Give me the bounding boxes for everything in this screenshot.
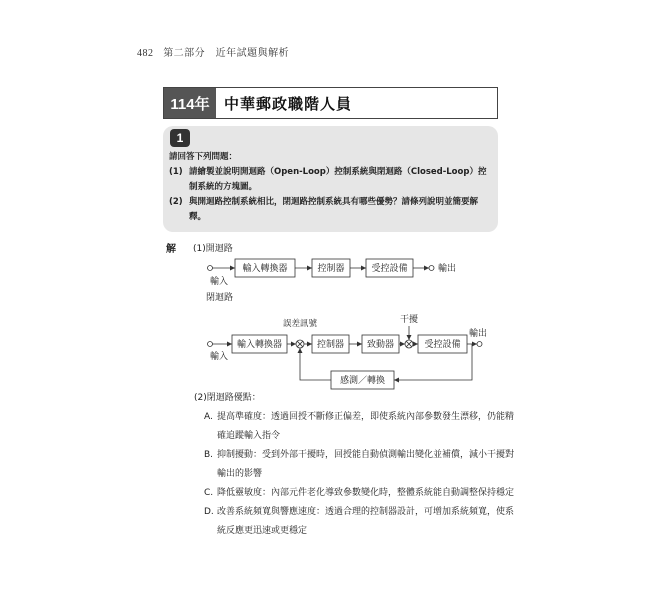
feedback-block-label: 感測／轉換 bbox=[339, 376, 386, 386]
advantages-section bbox=[194, 389, 514, 541]
advantage-label: D. bbox=[204, 507, 214, 517]
advantage-text: 抑制擾動：受到外部干擾時，回授能自動偵測輸出變化並補償，減小干擾對輸出的影響 bbox=[217, 450, 515, 479]
closed-loop-heading: 閉迴路 bbox=[206, 293, 234, 303]
disturbance-label: 干擾 bbox=[399, 315, 419, 325]
question-item-text: 請繪製並說明開迴路（Open-Loop）控制系統與閉迴路（Closed-Loop）控制系統的方塊圖。 bbox=[189, 167, 487, 192]
question-number-badge: 1 bbox=[170, 129, 190, 147]
advantage-item bbox=[204, 503, 514, 541]
advantage-text: 降低靈敏度：內部元件老化導致參數變化時，整體系統能自動調整保持穩定 bbox=[217, 488, 515, 498]
advantage-text: 改善系統頻寬與響應速度：透過合理的控制器設計，可增加系統頻寬，使系統反應更迅速或更穩定 bbox=[217, 507, 515, 536]
page-number: 482 bbox=[137, 48, 154, 59]
advantage-item bbox=[204, 408, 514, 446]
error-signal-label: 誤差訊號 bbox=[282, 319, 318, 329]
advantage-label: C. bbox=[204, 488, 214, 498]
part1-label: (1)開迴路 bbox=[193, 244, 233, 254]
title-text: 中華郵政職階人員 bbox=[224, 94, 353, 113]
advantage-label: A. bbox=[204, 412, 213, 422]
open-block-label: 受控設備 bbox=[371, 264, 408, 274]
question-item-text: 與開迴路控制系統相比，閉迴路控制系統具有哪些優勢？請條列說明並簡要解釋。 bbox=[189, 197, 479, 222]
running-title: 第二部分 近年試題與解析 bbox=[163, 48, 290, 59]
question-item-label: (2) bbox=[169, 197, 183, 207]
open-input-label: 輸入 bbox=[210, 277, 229, 287]
open-block-label: 輸入轉換器 bbox=[242, 264, 288, 274]
question-item-label: (1) bbox=[169, 167, 183, 177]
open-output-terminal bbox=[429, 266, 434, 271]
advantage-label: B. bbox=[204, 450, 214, 460]
advantage-item bbox=[204, 484, 514, 503]
open-output-label: 輸出 bbox=[438, 264, 457, 274]
open-input-terminal bbox=[208, 266, 213, 271]
title-year: 114年 bbox=[164, 88, 216, 118]
closed-block-label: 受控設備 bbox=[424, 340, 461, 350]
closed-input-label: 輸入 bbox=[210, 352, 229, 362]
question-intro: 請回答下列問題： bbox=[169, 152, 238, 162]
closed-block-label: 控制器 bbox=[316, 340, 345, 350]
advantage-item bbox=[204, 446, 514, 484]
open-block-label: 控制器 bbox=[317, 264, 345, 274]
closed-output-label: 輸出 bbox=[468, 329, 488, 339]
closed-block-label: 輸入轉換器 bbox=[236, 340, 283, 350]
closed-input-terminal bbox=[208, 342, 213, 347]
answer-badge: 解 bbox=[166, 244, 176, 255]
advantage-text: 提高準確度：透過回授不斷修正偏差，即使系統內部參數發生漂移，仍能精確追蹤輸入指令 bbox=[217, 412, 515, 441]
closed-output-terminal bbox=[477, 342, 482, 347]
part2-label: (2)閉迴路優點： bbox=[194, 393, 261, 403]
closed-block-label: 致動器 bbox=[366, 340, 395, 350]
